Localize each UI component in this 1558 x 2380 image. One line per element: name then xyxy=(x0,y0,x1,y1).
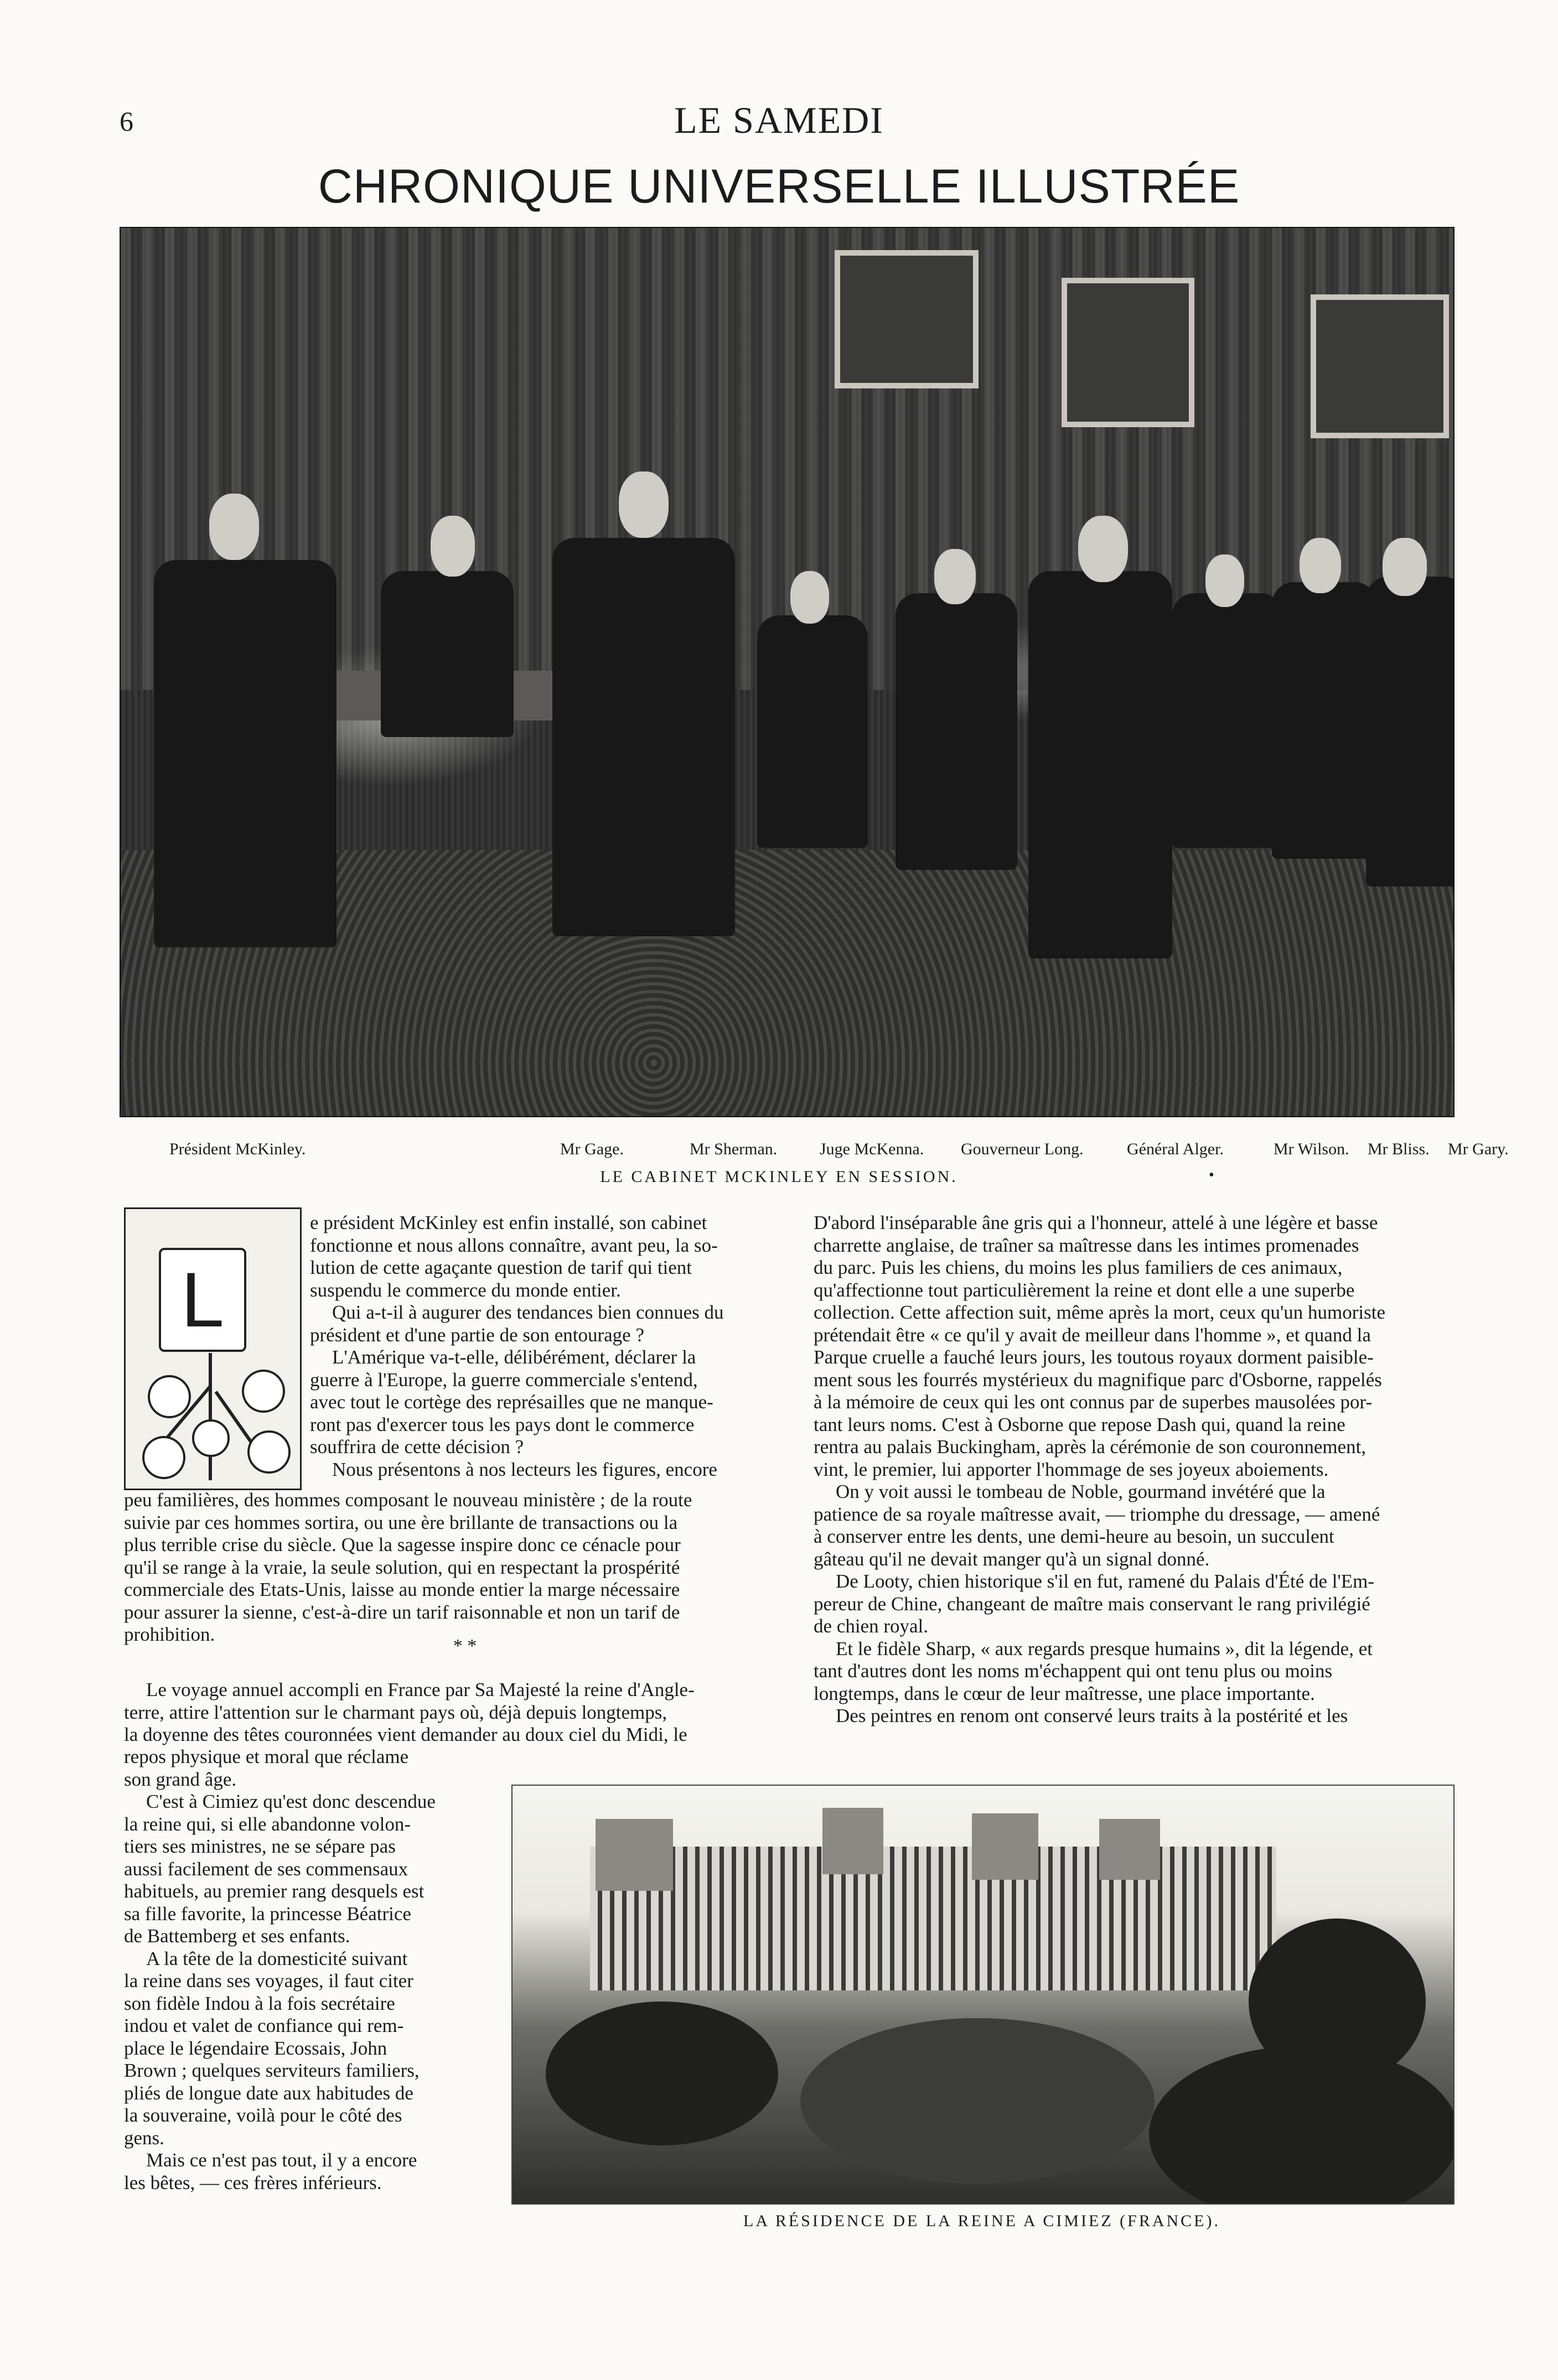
text-line: indou et valet de confiance qui rem- xyxy=(124,2015,404,2036)
paragraph xyxy=(814,1212,1452,1481)
article-left-narrow xyxy=(124,1746,478,2194)
subhead: CHRONIQUE UNIVERSELLE ILLUSTRÉE xyxy=(318,160,1240,213)
dropcap-letter: L xyxy=(159,1248,246,1352)
figure-head xyxy=(1078,516,1128,582)
text-line: aussi facilement de ses commensaux xyxy=(124,1858,408,1880)
residence-building xyxy=(590,1847,1276,1990)
text-line: longtemps, dans le cœur de leur maîtresse, une place importante. xyxy=(814,1682,1315,1704)
text-line: gens. xyxy=(124,2127,164,2149)
text-line: souffrira de cette décision ? xyxy=(310,1436,524,1458)
flower-ornament xyxy=(148,1375,191,1418)
caption-name: Président McKinley. xyxy=(169,1140,306,1158)
figure-body xyxy=(1172,593,1283,848)
cabinet-photo xyxy=(120,227,1455,1117)
figure-head xyxy=(934,549,976,604)
text-line: tant d'autres dont les noms m'échappent qui ont tenu plus ou moins xyxy=(814,1660,1333,1682)
flower-ornament xyxy=(192,1419,230,1457)
tree xyxy=(800,2018,1155,2184)
text-line: président et d'une partie de son entourage ? xyxy=(310,1324,644,1346)
paragraph xyxy=(310,1212,786,1302)
figure-body xyxy=(757,615,868,848)
text-line: A la tête de la domesticité suivant xyxy=(146,1947,408,1969)
paragraph xyxy=(124,2149,478,2194)
figure-head xyxy=(619,471,669,538)
figure-head xyxy=(1383,538,1427,596)
text-line: peu familières, des hommes composant le nouveau ministère ; de la route xyxy=(124,1489,692,1511)
text-line: la reine qui, si elle abandonne volon- xyxy=(124,1813,411,1835)
text-line: vint, le premier, lui apporter l'hommage de ses joyeux aboiements. xyxy=(814,1458,1329,1480)
residence-tower xyxy=(1099,1819,1160,1880)
figure-head xyxy=(431,516,475,577)
text-line: terre, attire l'attention sur le charmant pays où, déjà depuis longtemps, xyxy=(124,1701,667,1723)
text-line: suspendu le commerce du monde entier. xyxy=(310,1279,621,1301)
text-line: C'est à Cimiez qu'est donc descendue xyxy=(146,1791,436,1812)
wall-painting xyxy=(1311,294,1449,438)
paragraph xyxy=(124,1948,478,2150)
residence-photo xyxy=(511,1785,1455,2205)
text-line: son grand âge. xyxy=(124,1768,237,1790)
residence-tower xyxy=(822,1808,883,1874)
text-line: Mais ce n'est pas tout, il y a encore xyxy=(146,2149,417,2171)
text-line: Et le fidèle Sharp, « aux regards presque humains », dit la légende, et xyxy=(836,1637,1373,1660)
caption-name: Mr Gary. xyxy=(1448,1140,1509,1158)
flower-stem xyxy=(209,1353,212,1480)
article-right xyxy=(814,1212,1452,1728)
figure-head xyxy=(209,494,259,560)
text-line: la reine dans ses voyages, il faut citer xyxy=(124,1970,413,1992)
figure-body xyxy=(381,571,514,737)
caption-name: Général Alger. xyxy=(1127,1140,1224,1158)
text-line: tiers ses ministres, ne se sépare pas xyxy=(124,1835,396,1857)
paragraph xyxy=(310,1302,786,1346)
figure-head xyxy=(1205,554,1244,607)
text-line: Nous présentons à nos lecteurs les figures, encore xyxy=(332,1458,717,1480)
text-line: à conserver entre les dents, une demi-heure au besoin, un succulent xyxy=(814,1526,1334,1547)
text-line: collection. Cette affection suit, même après la mort, ceux qu'un humoriste xyxy=(814,1302,1385,1323)
photo-name-captions xyxy=(120,1140,1509,1162)
text-line: pereur de Chine, changeant de maître mais conservant le rang privilégié xyxy=(814,1593,1370,1615)
article-left-wide xyxy=(124,1489,786,1646)
figure-body xyxy=(1272,582,1377,859)
paragraph xyxy=(310,1459,786,1481)
text-line: de chien royal. xyxy=(814,1615,928,1637)
text-line: sa fille favorite, la princesse Béatrice xyxy=(124,1902,411,1925)
text-line: gâteau qu'il ne devait manger qu'à un signal donné. xyxy=(814,1548,1210,1570)
text-line: Qui a-t-il à augurer des tendances bien connues du xyxy=(332,1302,724,1323)
text-line: De Looty, chien historique s'il en fut, ramené du Palais d'Été de l'Em- xyxy=(836,1570,1375,1592)
tree xyxy=(546,2002,778,2145)
text-line: plus terrible crise du siècle. Que la sagesse inspire donc ce cénacle pour xyxy=(124,1534,681,1555)
figure-head xyxy=(790,571,829,624)
wall-painting xyxy=(835,250,979,388)
dropcap-ornament xyxy=(124,1207,302,1490)
page-number: 6 xyxy=(120,106,133,137)
text-line: qu'il se range à la vraie, la seule solution, qui en respectant la prospérité xyxy=(124,1556,680,1578)
text-line: suivie par ces hommes sortira, ou une ère brillante de transactions ou la xyxy=(124,1511,678,1533)
text-line: qu'affectionne tout particulièrement la reine et dont elle a une superbe xyxy=(814,1279,1355,1301)
text-line: D'abord l'inséparable âne gris qui a l'honneur, attelé à une légère et basse xyxy=(814,1212,1378,1233)
text-line: Le voyage annuel accompli en France par Sa Majesté la reine d'Angle- xyxy=(146,1679,695,1700)
paragraph xyxy=(814,1705,1452,1728)
text-line: patience de sa royale maîtresse avait, — triomphe du dressage, — amené xyxy=(814,1503,1380,1525)
paragraph xyxy=(124,1679,786,1746)
text-line: la souveraine, voilà pour le côté des xyxy=(124,2104,402,2126)
text-line: commerciale des Etats-Unis, laisse au monde entier la marge nécessaire xyxy=(124,1579,680,1600)
paragraph xyxy=(814,1638,1452,1705)
text-line: ront pas d'exercer tous les pays dont le commerce xyxy=(310,1413,695,1435)
text-line: lution de cette agaçante question de tarif qui tient xyxy=(310,1257,692,1278)
caption-name: Mr Bliss. xyxy=(1368,1140,1430,1158)
text-line: fonctionne et nous allons connaître, avant peu, la so- xyxy=(310,1234,718,1256)
caption-name: Mr Sherman. xyxy=(690,1140,778,1158)
ink-dot: • xyxy=(1209,1166,1214,1184)
text-line: du parc. Puis les chiens, du moins les plus familiers de ces animaux, xyxy=(814,1257,1343,1278)
article-left-voyage xyxy=(124,1679,786,1746)
section-separator: * * xyxy=(453,1636,477,1656)
paragraph xyxy=(310,1346,786,1459)
flower-ornament xyxy=(247,1430,291,1474)
article-left-top xyxy=(310,1212,786,1481)
text-line: L'Amérique va-t-elle, délibérément, déclarer la xyxy=(332,1346,696,1368)
text-line: place le légendaire Ecossais, John xyxy=(124,2037,387,2059)
text-line: Parque cruelle a fauché leurs jours, les toutous royaux dorment paisible- xyxy=(814,1346,1374,1368)
paragraph xyxy=(124,1746,478,1791)
text-line: rentra au palais Buckingham, après la cérémonie de son couronnement, xyxy=(814,1436,1367,1458)
text-line: de Battemberg et ses enfants. xyxy=(124,1925,350,1947)
residence-tower xyxy=(972,1813,1038,1880)
text-line: guerre à l'Europe, la guerre commerciale s'entend, xyxy=(310,1368,698,1391)
text-line: charrette anglaise, de traîner sa maîtresse dans les intimes promenades xyxy=(814,1234,1359,1256)
tree xyxy=(1149,2046,1455,2205)
text-line: à la mémoire de ceux qui les ont connus par de superbes mausolées por- xyxy=(814,1391,1373,1413)
text-line: repos physique et moral que réclame xyxy=(124,1746,409,1767)
masthead: LE SAMEDI xyxy=(674,99,884,141)
paragraph xyxy=(124,1791,478,1948)
figure-body xyxy=(896,593,1017,870)
figure-head xyxy=(1300,538,1341,593)
caption-name: Gouverneur Long. xyxy=(961,1140,1084,1158)
flower-ornament xyxy=(242,1370,285,1413)
residence-caption: LA RÉSIDENCE DE LA REINE A CIMIEZ (FRANCE). xyxy=(743,2212,1220,2230)
text-line: habituels, au premier rang desquels est xyxy=(124,1880,425,1902)
text-line: tant leurs noms. C'est à Osborne que repose Dash qui, quand la reine xyxy=(814,1413,1345,1435)
text-line: Brown ; quelques serviteurs familiers, xyxy=(124,2060,420,2081)
text-line: prétendait être « ce qu'il y avait de meilleur dans l'homme », et quand la xyxy=(814,1324,1371,1346)
text-line: les bêtes, — ces frères inférieurs. xyxy=(124,2171,382,2194)
photo-title: LE CABINET MCKINLEY EN SESSION. xyxy=(600,1168,958,1186)
caption-name: Juge McKenna. xyxy=(820,1140,924,1158)
caption-name: Mr Wilson. xyxy=(1274,1140,1349,1158)
text-line: On y voit aussi le tombeau de Noble, gourmand invétéré que la xyxy=(836,1481,1326,1502)
text-line: la doyenne des têtes couronnées vient demander au doux ciel du Midi, le xyxy=(124,1724,687,1745)
text-line: ment sous les fourrés mystérieux du magnifique parc d'Osborne, rappelés xyxy=(814,1368,1382,1391)
paragraph xyxy=(814,1570,1452,1638)
text-line: e président McKinley est enfin installé, son cabinet xyxy=(310,1212,707,1233)
text-line: Des peintres en renom ont conservé leurs traits à la postérité et les xyxy=(836,1705,1348,1726)
flower-ornament xyxy=(142,1436,185,1479)
figure-body xyxy=(154,560,337,947)
residence-tower xyxy=(596,1819,673,1891)
text-line: son fidèle Indou à la fois secrétaire xyxy=(124,1992,395,2014)
paragraph xyxy=(814,1481,1452,1570)
figure-body xyxy=(1028,571,1172,958)
text-line: pour assurer la sienne, c'est-à-dire un tarif raisonnable et non un tarif de xyxy=(124,1601,680,1623)
text-line: pliés de longue date aux habitudes de xyxy=(124,2082,413,2104)
caption-name: Mr Gage. xyxy=(560,1140,624,1158)
text-line: prohibition. xyxy=(124,1624,215,1645)
figure-body xyxy=(1366,577,1455,886)
paragraph xyxy=(124,1489,786,1646)
text-line: avec tout le cortège des représailles que ne manque- xyxy=(310,1391,713,1413)
wall-painting xyxy=(1062,278,1194,427)
figure-body xyxy=(552,538,735,936)
